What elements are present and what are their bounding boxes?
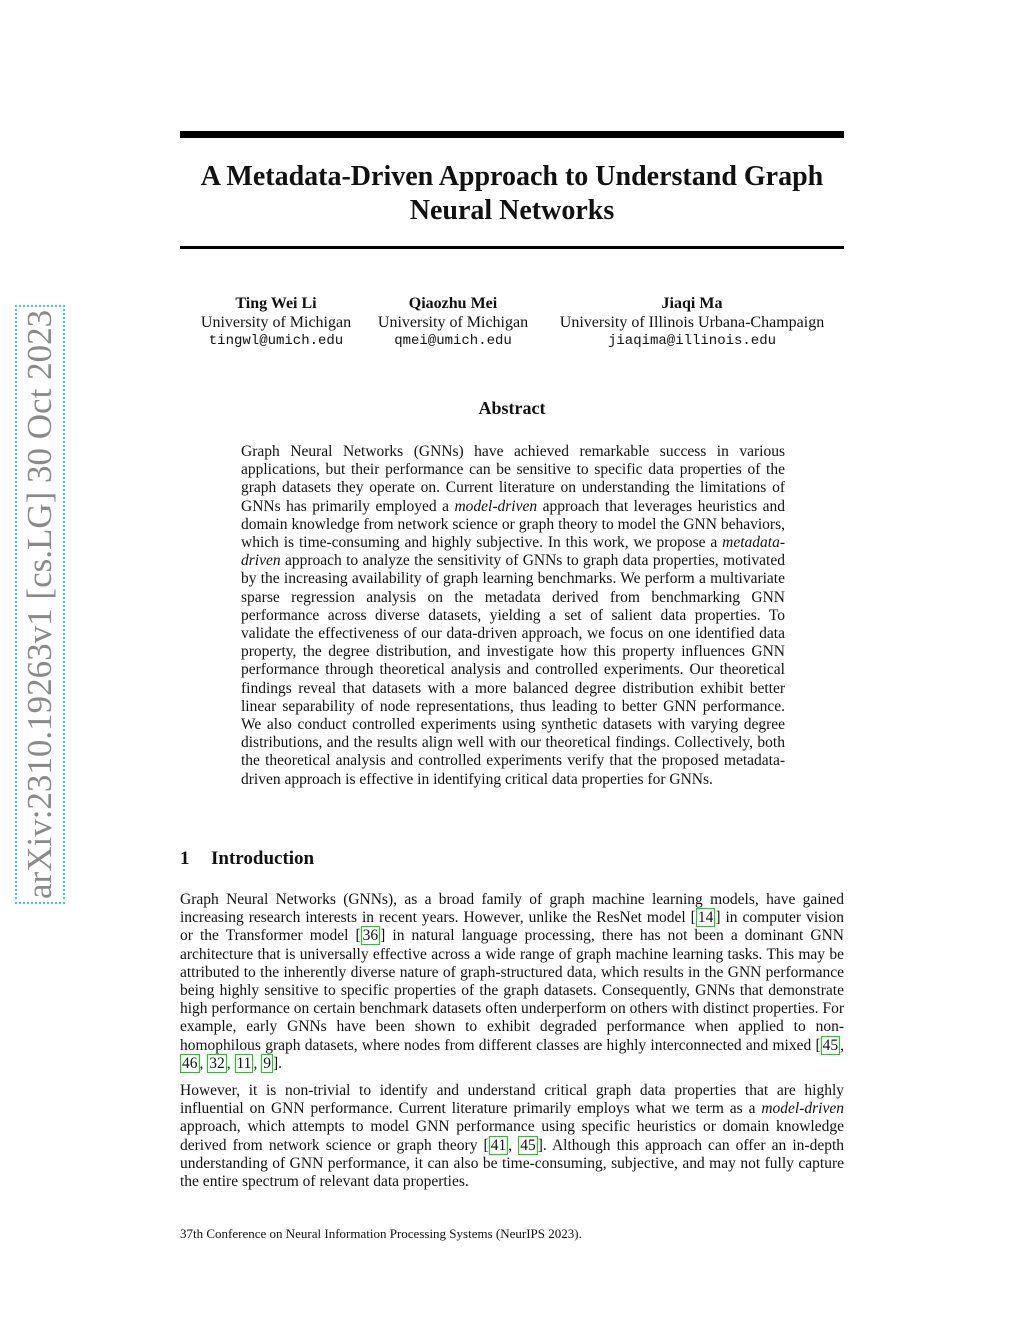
citation-link[interactable]: 14: [697, 909, 714, 927]
author-name: Ting Wei Li: [235, 295, 317, 312]
conference-footnote: 37th Conference on Neural Information Processing Systems (NeurIPS 2023).: [180, 1226, 582, 1241]
citation-link[interactable]: 45: [520, 1136, 536, 1154]
title-bottom-rule: [180, 246, 844, 249]
abstract-heading: Abstract: [478, 398, 546, 418]
intro-paragraph-2: However, it is non-trivial to identify and understand critical graph data properties that are highly influential on GNN performance. Current literature primarily employs what we term as a model-driven approach, which attempts to model GNN performance using specific heuristics or domain knowledge derived from network science or graph theory [ 41 , 45 ]. Although this approach can offer an in-depth understanding of GNN performance, it can also be time-consuming, subjective, and may not fully capture the entire spectrum of relevant data properties.: [180, 1082, 845, 1191]
citation-link[interactable]: 46: [182, 1054, 198, 1072]
citation-link[interactable]: 36: [362, 927, 379, 945]
citation-link[interactable]: 45: [822, 1036, 839, 1054]
paper-title: A Metadata-Driven Approach to Understand Graph Neural Networks: [200, 161, 824, 226]
author-email: jiaqima@illinois.edu: [607, 333, 777, 349]
author-email: qmei@umich.edu: [394, 333, 512, 349]
section-heading-introduction: [180, 848, 314, 870]
author-block-2: [369, 295, 537, 351]
intro-paragraph-1: Graph Neural Networks (GNNs), as a broad family of graph machine learning models, have gained increasing research interests in recent years. However, unlike the ResNet model [ 14 ] in computer vision or the Transformer model [ 36 ] in natural language processing, there has not been a dominant GNN architecture that is universally effective across a wide range of graph machine learning tasks. This may be attributed to the inherently diverse nature of graph-structured data, which results in the GNN performance being highly sensitive to specific properties of the graph datasets. Consequently, GNNs that demonstrate high performance on certain benchmark datasets often underperform on others with distinct properties. For example, early GNNs have been shown to exhibit degraded performance when applied to non-homophilous graph datasets, where nodes from different classes are highly interconnected and mixed [ 45 , 46 , 32 , 11 , 9 ].: [180, 891, 845, 1072]
abstract-text: Graph Neural Networks (GNNs) have achieved remarkable success in various applications, but their performance can be sensitive to specific data properties of the graph datasets they operate on. Current literature on understanding the limitations of GNNs has primarily employed a model-driven approach that leverages heuristics and domain knowledge from network science or graph theory to model the GNN behaviors, which is time-consuming and highly subjective. In this work, we propose a metadata-driven approach to analyze the sensitivity of GNNs to graph data properties, motivated by the increasing availability of graph learning benchmarks. We perform a multivariate sparse regression analysis on the metadata derived from benchmarking GNN performance across diverse datasets, yielding a set of salient data properties. To validate the effectiveness of our data-driven approach, we focus on one identified data property, the degree distribution, and investigate how this property influences GNN performance through theoretical analysis and controlled experiments. Our theoretical findings reveal that datasets with a more balanced degree distribution exhibit better linear separability of node representations, thus leading to better GNN performance. We also conduct controlled experiments using synthetic datasets with varying degree distributions, and the results align well with our theoretical findings. Collectively, both the theoretical analysis and controlled experiments verify that the proposed metadata-driven approach is effective in identifying critical data properties for GNNs.: [241, 443, 785, 788]
author-email: tingwl@umich.edu: [208, 333, 344, 349]
author-affiliation: University of Illinois Urbana-Champaign: [559, 313, 825, 331]
emphasis-model-driven: model-driven: [454, 497, 538, 515]
author-name: Jiaqi Ma: [661, 295, 723, 312]
emphasis-model-driven: model-driven: [761, 1100, 844, 1118]
title-top-rule: [180, 131, 844, 138]
citation-link[interactable]: 32: [209, 1054, 225, 1072]
section-title: Introduction: [211, 848, 315, 869]
citation-link[interactable]: 11: [236, 1054, 252, 1072]
author-affiliation: University of Michigan: [377, 313, 529, 331]
author-name: Qiaozhu Mei: [408, 295, 498, 312]
arxiv-identifier-stamp: arXiv:2310.19263v1 [cs.LG] 30 Oct 2023: [15, 305, 65, 904]
author-block-3: [547, 295, 837, 351]
section-number: 1: [180, 848, 190, 869]
author-affiliation: University of Michigan: [200, 313, 352, 331]
citation-link[interactable]: 9: [263, 1054, 271, 1072]
citation-link[interactable]: 41: [490, 1136, 507, 1154]
emphasis-metadata-driven: metadata-driven: [241, 534, 785, 570]
author-block-1: [190, 295, 362, 351]
